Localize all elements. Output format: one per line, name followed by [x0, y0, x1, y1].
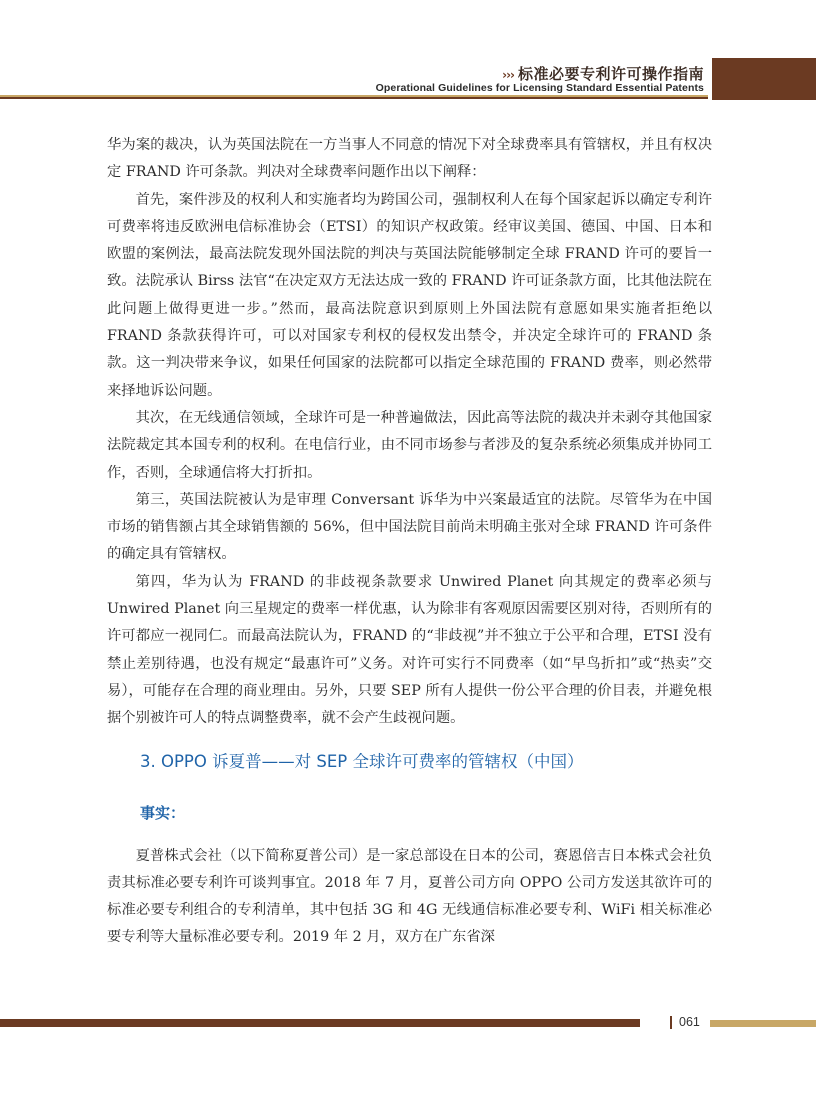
body-paragraph: 华为案的裁决，认为英国法院在一方当事人不同意的情况下对全球费率具有管辖权，并且有权决定 FRAND 许可条款。判决对全球费率问题作出以下阐释： [107, 137, 712, 181]
body-paragraph: 第四，华为认为 FRAND 的非歧视条款要求 Unwired Planet 向其规定的费率必须与 Unwired Planet 向三星规定的费率一样优惠，认为除非有客观原因需要区别对待，否则所有的许可都应一视同仁。而最高法院认为，FRAND 的“非歧视”并不独立于公平和合理，ETSI 没有禁止差别待遇，也没有规定“最惠许可”义务。对许可实行不同费率（如“早鸟折扣”或“热卖”交易），可能存在合理的商业理由。另外，只要 SEP 所有人提供一份公平合理的价目表，并避免根据个别被许可人的特点调整费率，就不会产生歧视问题。 [107, 573, 712, 727]
section-heading: 3. OPPO 诉夏普——对 SEP 全球许可费率的管辖权（中国） [140, 751, 584, 771]
running-header-subtitle: Operational Guidelines for Licensing Standard Essential Patents [375, 82, 704, 94]
header-rule-brown [0, 97, 708, 99]
body-paragraph: 夏普株式会社（以下简称夏普公司）是一家总部设在日本的公司，赛恩倍吉日本株式会社负责其标准必要专利许可谈判事宜。2018 年 7 月，夏普公司方向 OPPO 公司方发送其欲许可的标准必要专利组合的专利清单，其中包括 3G 和 4G 无线通信标准必要专利、WiFi 相关标准必要专利等大量标准必要专利。2019 年 2 月，双方在广东省深 [107, 847, 712, 946]
footer-rule-gold [710, 1020, 816, 1027]
header-color-block [712, 58, 816, 100]
body-paragraph: 其次，在无线通信领域，全球许可是一种普遍做法，因此高等法院的裁决并未剥夺其他国家法院裁定其本国专利的权利。在电信行业，由不同市场参与者涉及的复杂系统必须集成并协同工作，否则，全球通信将大打折扣。 [107, 409, 712, 481]
page-number: 061 [679, 1015, 700, 1029]
body-paragraph: 首先，案件涉及的权利人和实施者均为跨国公司，强制权利人在每个国家起诉以确定专利许可费率将违反欧洲电信标准协会（ETSI）的知识产权政策。经审议美国、德国、中国、日本和欧盟的案例法，最高法院发现外国法院的判决与英国法院能够制定全球 FRAND 许可的要旨一致。法院承认 Birss 法官“在决定双方无法达成一致的 FRAND 许可证条款方面，比其他法院在此问题上做得更进一步。”然而，最高法院意识到原则上外国法院有意愿如果实施者拒绝以 FRAND 条款获得许可，可以对国家专利权的侵权发出禁令，并决定全球许可的 FRAND 条款。这一判决带来争议，如果任何国家的法院都可以指定全球范围的 FRAND 费率，则必然带来择地诉讼问题。 [107, 191, 712, 399]
chevron-icon: ››› [502, 68, 514, 82]
running-header-title-text: 标准必要专利许可操作指南 [517, 65, 704, 83]
page-body [107, 132, 712, 952]
footer-rule-brown [0, 1019, 640, 1027]
footer-separator [670, 1016, 672, 1029]
body-paragraph: 第三，英国法院被认为是审理 Conversant 诉华为中兴案最适宜的法院。尽管华为在中国市场的销售额占其全球销售额的 56%，但中国法院目前尚未明确主张对全球 FRAND 许可条件的确定具有管辖权。 [107, 491, 712, 563]
sub-heading: 事实： [140, 803, 186, 822]
running-header-title [502, 63, 704, 84]
